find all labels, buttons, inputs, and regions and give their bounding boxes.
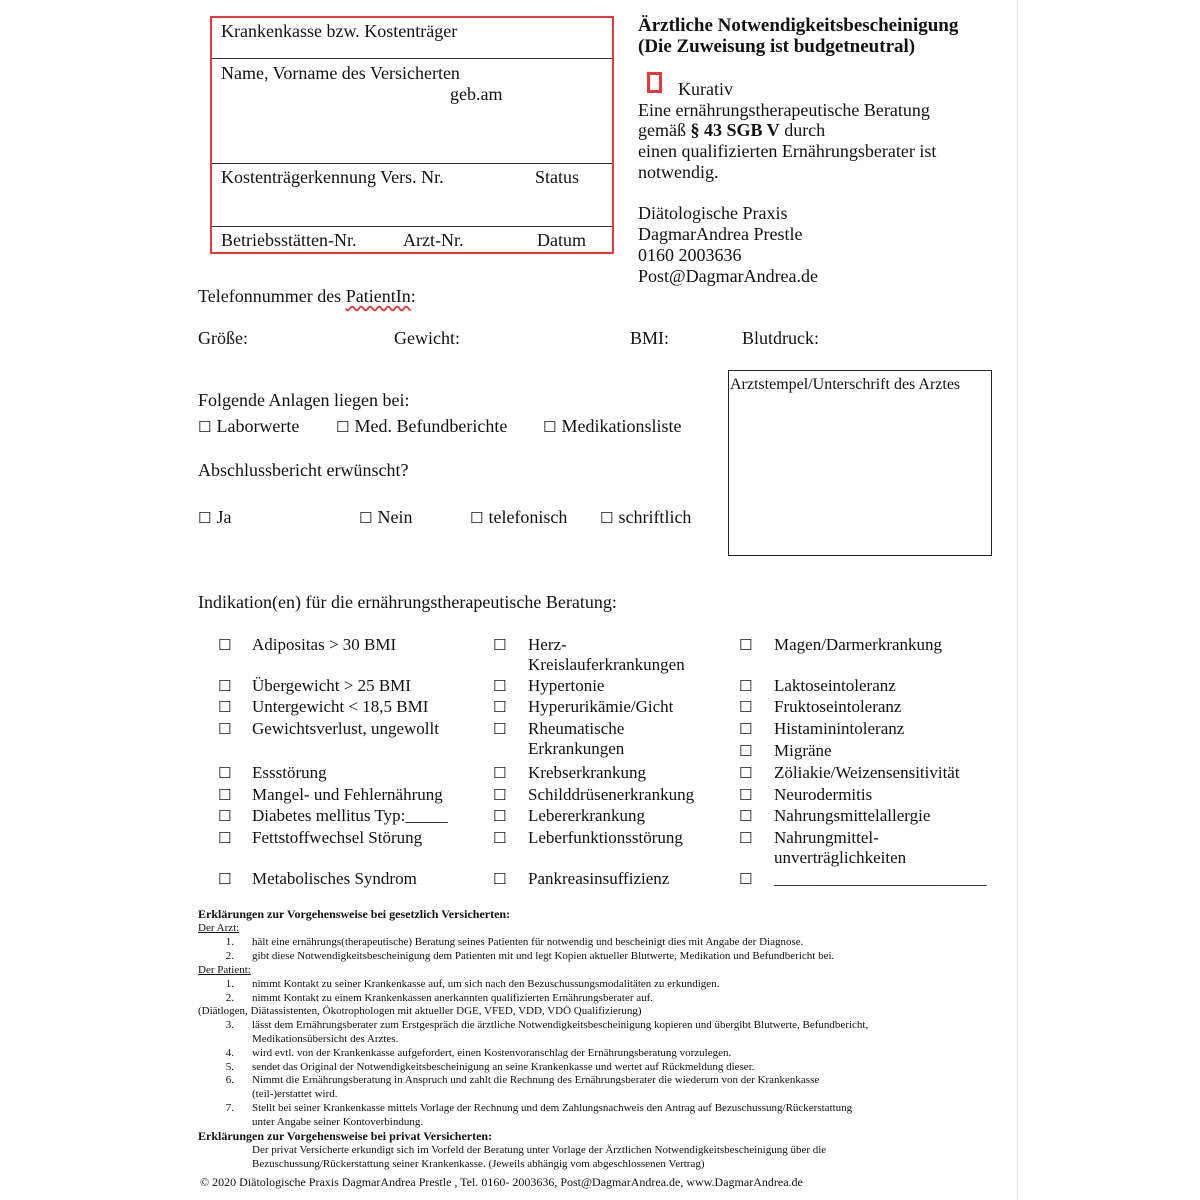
document-subtitle: (Die Zuweisung ist budgetneutral) xyxy=(638,36,916,57)
checkbox-icon: ☐ xyxy=(470,509,484,527)
insurance-box xyxy=(210,16,614,254)
indikation-item: Übergewicht > 25 BMI xyxy=(252,676,411,695)
indikation-title: Indikation(en) für die ernährungstherapeutische Beratung: xyxy=(198,592,617,612)
checkbox-icon: ☐ xyxy=(543,418,557,436)
indikation-item: Mangel- und Fehlernährung xyxy=(252,785,443,804)
praxis-owner: DagmarAndrea Prestle xyxy=(638,224,803,244)
indikation-item: Essstörung xyxy=(252,763,327,782)
indikation-item: Histaminintoleranz xyxy=(774,719,905,738)
checkbox-icon[interactable]: ☐ xyxy=(493,807,507,825)
name-label: Name, Vorname des Versicherten xyxy=(221,63,460,83)
datum-label: Datum xyxy=(537,230,586,250)
abschluss-nein[interactable]: ☐ Nein xyxy=(359,507,413,527)
indikation-item: Fettstoffwechsel Störung xyxy=(252,828,423,847)
page-edge xyxy=(1017,0,1018,1200)
checkbox-icon[interactable]: ☐ xyxy=(739,764,753,782)
indikation-item: Fruktoseintoleranz xyxy=(774,697,902,716)
arzt-step: 2. gibt diese Notwendigkeitsbescheinigung dem Patienten mit und legt Kopien aktueller Blutwerte, Medikation und Befundbericht bei. xyxy=(225,950,835,962)
patient-step-cont: unter Angabe seiner Kontoverbindung. xyxy=(252,1116,424,1128)
checkbox-icon[interactable]: ☐ xyxy=(218,636,232,654)
header-line1: Eine ernährungstherapeutische Beratung xyxy=(638,100,930,120)
checkbox-icon[interactable]: ☐ xyxy=(739,807,753,825)
checkbox-icon[interactable]: ☐ xyxy=(218,764,232,782)
indikation-item: Migräne xyxy=(774,741,832,760)
indikation-item: Hypertonie xyxy=(528,676,605,695)
checkbox-icon[interactable]: ☐ xyxy=(739,698,753,716)
sgb-reference: § 43 SGB V xyxy=(690,120,780,140)
indikation-item: Leberfunktionsstörung xyxy=(528,828,683,847)
checkbox-icon[interactable]: ☐ xyxy=(739,720,753,738)
checkbox-icon: ☐ xyxy=(198,418,212,436)
checkbox-icon[interactable]: ☐ xyxy=(218,786,232,804)
erklaerung-title: Erklärungen zur Vorgehensweise bei gesetzlich Versicherten: xyxy=(198,907,511,921)
checkbox-icon[interactable]: ☐ xyxy=(218,720,232,738)
checkbox-icon[interactable]: ☐ xyxy=(493,720,507,738)
kasse-label: Krankenkasse bzw. Kostenträger xyxy=(221,21,458,41)
indikation-item: Schilddrüsenerkrankung xyxy=(528,785,695,804)
stamp-label: Arztstempel/Unterschrift des Arztes xyxy=(730,376,961,393)
divider xyxy=(212,226,612,227)
gebam-label: geb.am xyxy=(450,84,503,104)
praxis-email: Post@DagmarAndrea.de xyxy=(638,266,819,286)
footer-copyright: © 2020 Diätologische Praxis DagmarAndrea Prestle , Tel. 0160- 2003636, Post@DagmarAndrea.de, www.DagmarAndrea.de xyxy=(200,1175,803,1189)
patient-step-note: (Diätlogen, Diätassistenten, Ökotrophologen mit aktueller DGE, VFED, VDD, VDÖ Qualifizierung) xyxy=(198,1005,642,1017)
indikation-item: Magen/Darmerkrankung xyxy=(774,635,943,654)
abschluss-telefonisch[interactable]: ☐ telefonisch xyxy=(470,507,568,527)
kurativ-label: Kurativ xyxy=(678,79,733,99)
arzt-label: Der Arzt: xyxy=(198,922,240,934)
checkbox-icon[interactable]: ☐ xyxy=(493,677,507,695)
status-label: Status xyxy=(535,167,580,187)
header-line3: einen qualifizierten Ernährungsberater ist xyxy=(638,141,937,161)
kurativ-checkbox[interactable] xyxy=(647,72,662,93)
anlage-laborwerte[interactable]: ☐ Laborwerte xyxy=(198,416,300,436)
divider xyxy=(212,58,612,59)
checkbox-icon[interactable]: ☐ xyxy=(218,829,232,847)
arztnr-label: Arzt-Nr. xyxy=(403,230,464,250)
patient-step: 3. lässt dem Ernährungsberater zum Erstgespräch die ärztliche Notwendigkeitsbescheinigung kopieren und übergibt Blutwerte, Befundbericht, xyxy=(225,1019,869,1031)
checkbox-icon[interactable]: ☐ xyxy=(493,786,507,804)
praxis-phone: 0160 2003636 xyxy=(638,245,742,265)
checkbox-icon: ☐ xyxy=(198,509,212,527)
checkbox-icon[interactable]: ☐ xyxy=(218,698,232,716)
patient-step: 6. Nimmt die Ernährungsberatung in Anspruch und zahlt die Rechnung des Ernährungsberater die wiederum von der Krankenkasse xyxy=(225,1074,820,1086)
indikation-item: unverträglichkeiten xyxy=(774,848,907,867)
indikation-item: Rheumatische xyxy=(528,719,625,738)
stamp-box[interactable] xyxy=(728,370,992,556)
checkbox-icon[interactable]: ☐ xyxy=(493,829,507,847)
indikation-item: Herz- xyxy=(528,635,567,654)
checkbox-icon[interactable]: ☐ xyxy=(739,636,753,654)
anlagen-title: Folgende Anlagen liegen bei: xyxy=(198,390,410,410)
abschluss-schriftlich[interactable]: ☐ schriftlich xyxy=(600,507,692,527)
anlage-medikationsliste[interactable]: ☐ Medikationsliste xyxy=(543,416,682,436)
patient-step: 7. Stellt bei seiner Krankenkasse mittels Vorlage der Rechnung und dem Zahlungsnachweis den Antrag auf Bezuschussung/Rückerstattung xyxy=(225,1102,853,1114)
patient-step: 5. sendet das Original der Notwendigkeitsbescheinigung an seine Krankenkasse und wertet auf Rückmeldung dieser. xyxy=(225,1061,755,1073)
praxis-name: Diätologische Praxis xyxy=(638,203,788,223)
privat-text: Bezuschussung/Rückerstattung seiner Krankenkasse. (Jeweils abhängig vom abgeschlossenen Vertrag) xyxy=(252,1158,705,1170)
checkbox-icon[interactable]: ☐ xyxy=(218,677,232,695)
indikation-item: Neurodermitis xyxy=(774,785,873,804)
patient-step: 1. nimmt Kontakt zu seiner Krankenkasse auf, um sich nach den Bezuschussungsmodalitäten zu erkundigen. xyxy=(225,978,720,990)
privat-title: Erklärungen zur Vorgehensweise bei privat Versicherten: xyxy=(198,1129,493,1143)
indikation-item: Zöliakie/Weizensensitivität xyxy=(774,763,960,782)
patient-step: 4. wird evtl. von der Krankenkasse aufgefordert, einen Kostenvoranschlag der Ernährungsberatung vorzulegen. xyxy=(225,1047,732,1059)
indikation-item: Nahrungmittel- xyxy=(774,828,879,847)
checkbox-icon: ☐ xyxy=(600,509,614,527)
checkbox-icon[interactable]: ☐ xyxy=(493,636,507,654)
checkbox-icon[interactable]: ☐ xyxy=(739,870,753,888)
arzt-step: 1. hält eine ernährungs(therapeutische) Beratung seines Patienten für notwendig und bescheinigt dies mit Angabe der Diagnose. xyxy=(225,936,804,948)
checkbox-icon[interactable]: ☐ xyxy=(493,764,507,782)
document-title: Ärztliche Notwendigkeitsbescheinigung xyxy=(638,15,959,36)
abschluss-title: Abschlussbericht erwünscht? xyxy=(198,460,409,480)
indikation-item: Erkrankungen xyxy=(528,739,625,758)
patient-step: 2. nimmt Kontakt zu einem Krankenkassen anerkannten qualifizierten Ernährungsberater auf. xyxy=(225,992,654,1004)
checkbox-icon[interactable]: ☐ xyxy=(218,870,232,888)
indikation-item: Krebserkrankung xyxy=(528,763,647,782)
indikation-item: Kreislauferkrankungen xyxy=(528,655,685,674)
checkbox-icon[interactable]: ☐ xyxy=(739,786,753,804)
indikation-item: Untergewicht < 18,5 BMI xyxy=(252,697,429,716)
indikation-item: Adipositas > 30 BMI xyxy=(252,635,397,654)
indikation-item: Hyperurikämie/Gicht xyxy=(528,697,674,716)
bsnr-label: Betriebsstätten-Nr. xyxy=(221,230,357,250)
checkbox-icon[interactable]: ☐ xyxy=(218,807,232,825)
patient-label: Der Patient: xyxy=(198,964,251,976)
checkbox-icon[interactable]: ☐ xyxy=(739,677,753,695)
header-line2: gemäß § 43 SGB V durch xyxy=(638,120,826,140)
checkbox-icon[interactable]: ☐ xyxy=(493,698,507,716)
anlage-befundberichte[interactable]: ☐ Med. Befundberichte xyxy=(336,416,508,436)
divider xyxy=(212,163,612,164)
checkbox-icon[interactable]: ☐ xyxy=(493,870,507,888)
indikation-item: Diabetes mellitus Typ:_____ xyxy=(252,806,448,825)
checkbox-icon[interactable]: ☐ xyxy=(739,829,753,847)
indikation-item: Laktoseintoleranz xyxy=(774,676,896,695)
groesse-label: Größe: xyxy=(198,328,248,348)
telefon-label: Telefonnummer des PatientIn: xyxy=(198,286,416,306)
checkbox-icon: ☐ xyxy=(359,509,373,527)
privat-text: Der privat Versicherte erkundigt sich im Vorfeld der Beratung unter Vorlage der Ärztlichen Notwendigkeitsbescheinigung über die xyxy=(252,1144,827,1156)
checkbox-icon[interactable]: ☐ xyxy=(739,742,753,760)
patient-step-cont: Medikationsübersicht des Arztes. xyxy=(252,1033,399,1045)
indikation-item: Metabolisches Syndrom xyxy=(252,869,417,888)
header-line4: notwendig. xyxy=(638,162,719,182)
blutdruck-label: Blutdruck: xyxy=(742,328,819,348)
bmi-label: BMI: xyxy=(630,328,670,348)
kennung-label: Kostenträgerkennung Vers. Nr. xyxy=(221,167,444,187)
abschluss-ja[interactable]: ☐ Ja xyxy=(198,507,232,527)
checkbox-icon: ☐ xyxy=(336,418,350,436)
indikation-item: Gewichtsverlust, ungewollt xyxy=(252,719,439,738)
patient-step-cont: (teil-)erstattet wird. xyxy=(252,1088,338,1100)
indikation-item: Pankreasinsuffizienz xyxy=(528,869,670,888)
indikation-other-line[interactable]: _________________________ xyxy=(774,869,987,888)
gewicht-label: Gewicht: xyxy=(394,328,460,348)
indikation-item: Nahrungsmittelallergie xyxy=(774,806,931,825)
indikation-item: Lebererkrankung xyxy=(528,806,646,825)
